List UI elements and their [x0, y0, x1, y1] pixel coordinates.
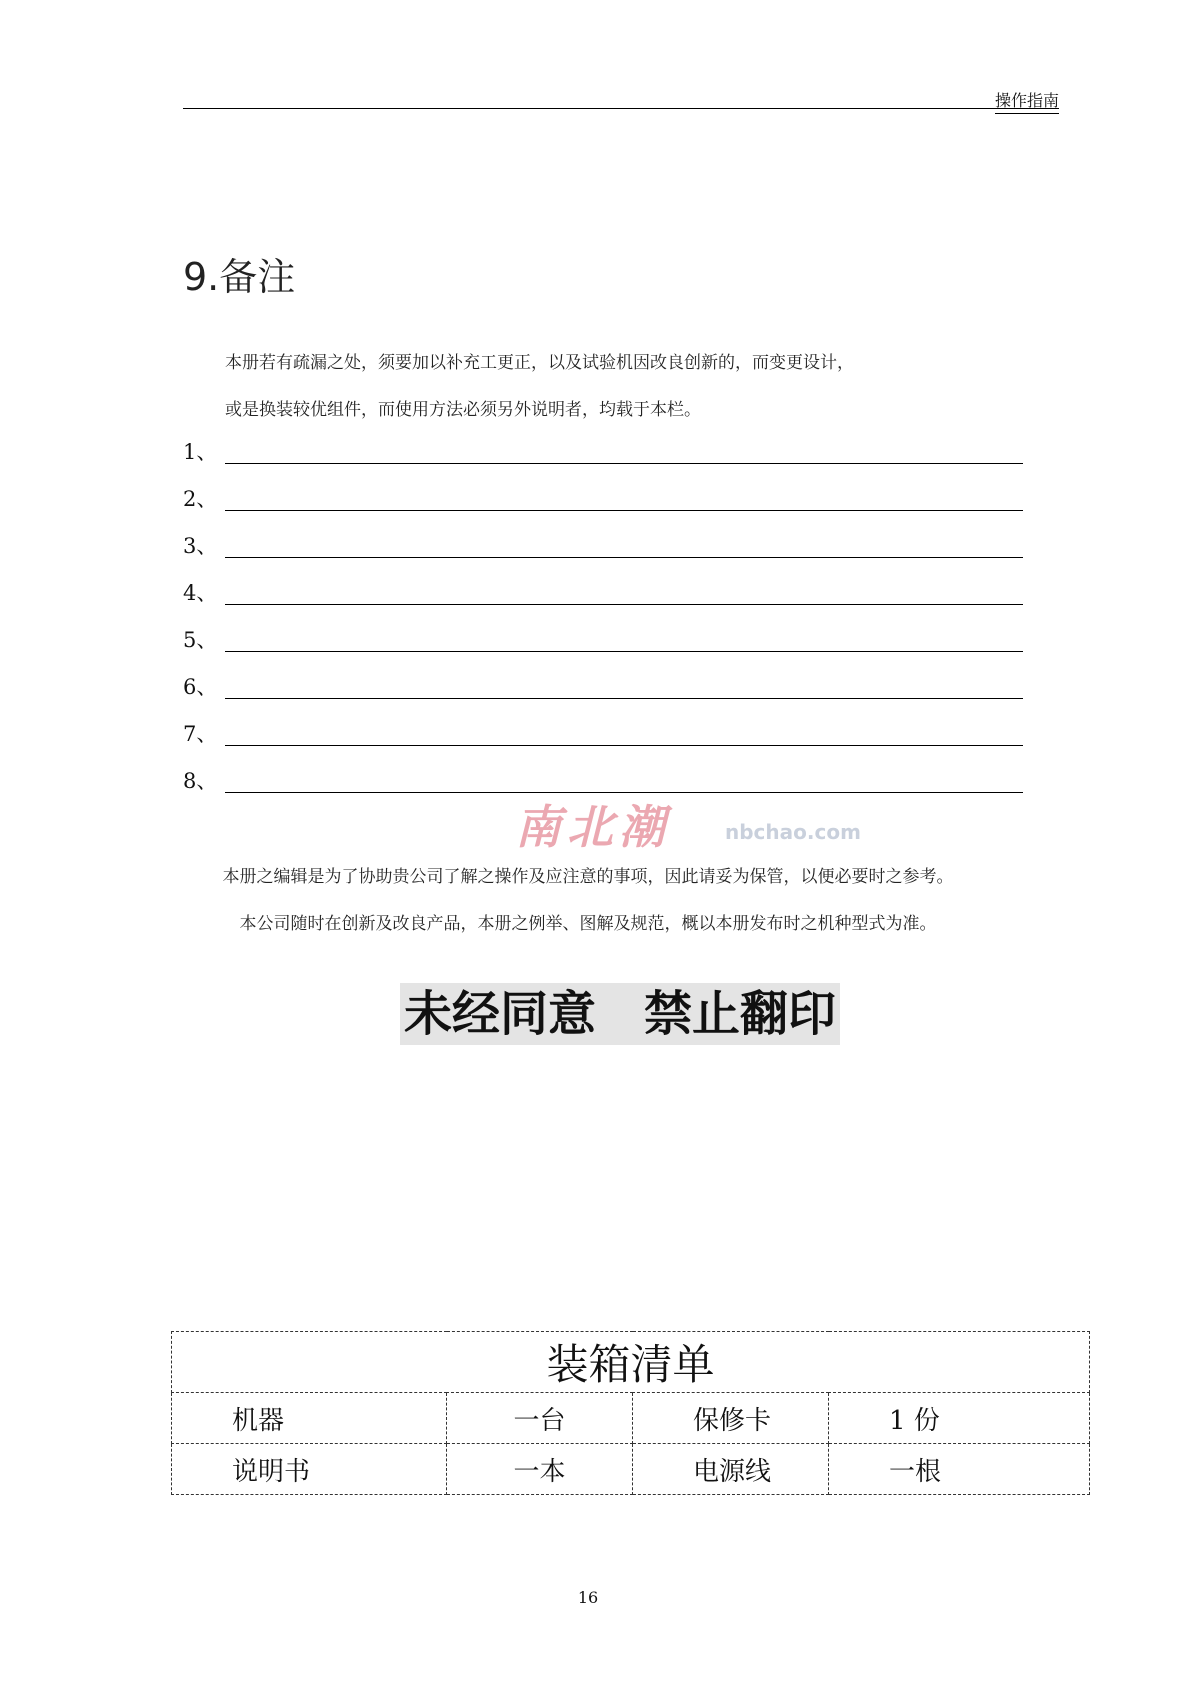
packing-list-table [171, 1331, 1090, 1495]
numbered-line [183, 485, 1023, 515]
table-cell: 电源线 [633, 1444, 829, 1495]
blank-underline [225, 510, 1023, 511]
watermark-logo: 南北潮 [515, 800, 671, 854]
table-row [172, 1444, 1090, 1495]
header-rule [183, 108, 1059, 109]
table-cell: 1 份 [829, 1393, 1090, 1444]
watermark-url: nbchao.com [725, 820, 861, 844]
table-cell: 机器 [172, 1393, 447, 1444]
page-number: 16 [577, 1588, 599, 1607]
packing-list-title: 装箱清单 [172, 1332, 1090, 1393]
numbered-line [183, 626, 1023, 656]
line-number: 1、 [183, 440, 218, 464]
table-row [172, 1393, 1090, 1444]
numbered-line [183, 767, 1023, 797]
line-number: 6、 [183, 675, 218, 699]
numbered-line [183, 438, 1023, 468]
blank-underline [225, 698, 1023, 699]
blank-underline [225, 745, 1023, 746]
header-title: 操作指南 [995, 88, 1059, 114]
numbered-line [183, 720, 1023, 750]
table-cell: 一台 [447, 1393, 633, 1444]
blank-underline [225, 557, 1023, 558]
table-cell: 一本 [447, 1444, 633, 1495]
blank-underline [225, 651, 1023, 652]
note-line-2: 本公司随时在创新及改良产品，本册之例举、图解及规范，概以本册发布时之机种型式为准。 [239, 914, 937, 934]
numbered-line [183, 532, 1023, 562]
section-heading: 9.备注 [183, 255, 296, 299]
intro-line-2: 或是换装较优组件，而使用方法必须另外说明者，均载于本栏。 [225, 400, 701, 420]
line-number: 5、 [183, 628, 218, 652]
line-number: 4、 [183, 581, 218, 605]
line-number: 3、 [183, 534, 218, 558]
intro-line-1: 本册若有疏漏之处，须要加以补充工更正，以及试验机因改良创新的，而变更设计， [225, 353, 854, 373]
copyright-banner: 未经同意 禁止翻印 [400, 983, 840, 1045]
blank-underline [225, 792, 1023, 793]
blank-underline [225, 463, 1023, 464]
numbered-line [183, 579, 1023, 609]
table-cell: 保修卡 [633, 1393, 829, 1444]
table-cell: 说明书 [172, 1444, 447, 1495]
blank-underline [225, 604, 1023, 605]
numbered-line [183, 673, 1023, 703]
line-number: 7、 [183, 722, 218, 746]
note-line-1: 本册之编辑是为了协助贵公司了解之操作及应注意的事项，因此请妥为保管，以便必要时之参考。 [222, 867, 954, 887]
line-number: 2、 [183, 487, 218, 511]
table-cell: 一根 [829, 1444, 1090, 1495]
line-number: 8、 [183, 769, 218, 793]
